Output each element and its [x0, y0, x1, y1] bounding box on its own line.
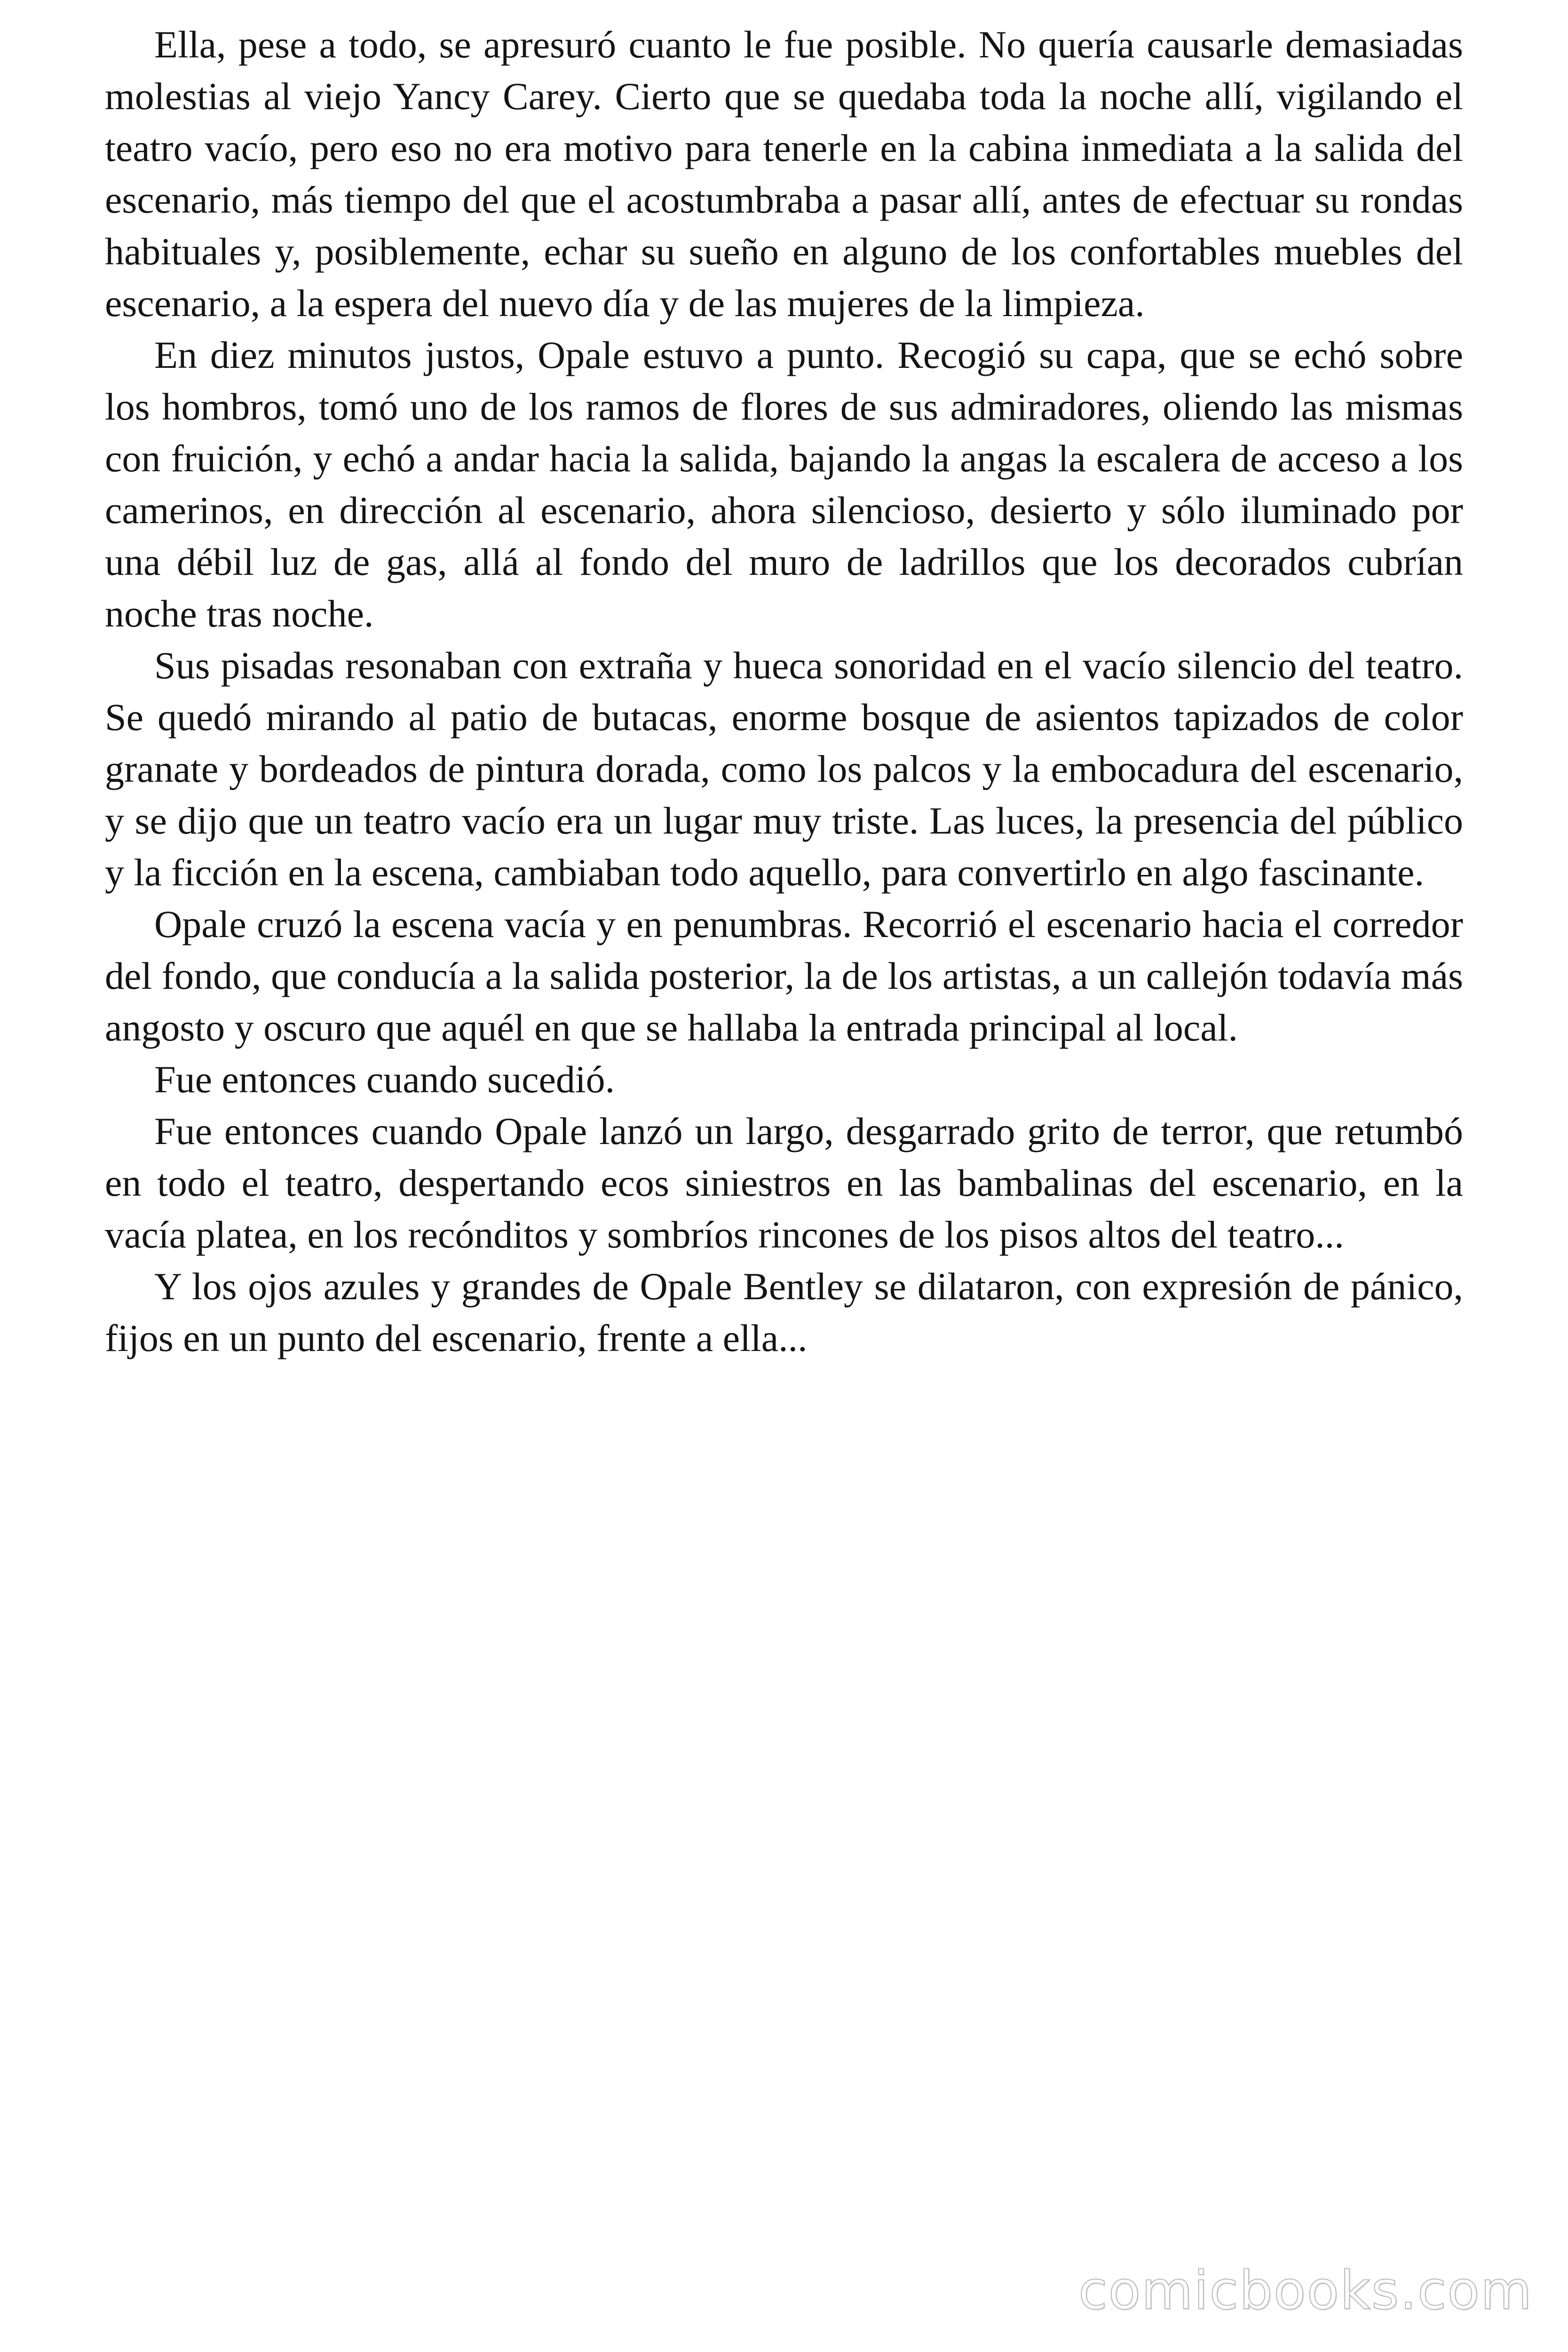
paragraph-2: En diez minutos justos, Opale estuvo a punto. Recogió su capa, que se echó sobre los hombros, tomó uno de los ramos de flores de sus admiradores, oliendo las mismas con fruición, y echó a andar hacia la salida, bajando la angas la escalera de acceso a los camerinos, en dirección al escenario, ahora silencioso, desierto y sólo iluminado por una débil luz de gas, allá al fondo del muro de ladrillos que los decorados cubrían noche tras noche.: [105, 334, 1463, 635]
paragraph-4: Opale cruzó la escena vacía y en penumbras. Recorrió el escenario hacia el corredor del fondo, que conducía a la salida posterior, la de los artistas, a un callejón todavía más angosto y oscuro que aquél en que se hallaba la entrada principal al local.: [105, 903, 1463, 1049]
paragraph-7: Y los ojos azules y grandes de Opale Bentley se dilataron, con expresión de pánico, fijos en un punto del escenario, frente a ella...: [105, 1265, 1463, 1359]
paragraph-5: Fue entonces cuando sucedió.: [154, 1058, 615, 1101]
paragraph-1: Ella, pese a todo, se apresuró cuanto le fue posible. No quería causarle demasiadas molestias al viejo Yancy Carey. Cierto que se quedaba toda la noche allí, vigilando el teatro vacío, pero eso no era motivo para tenerle en la cabina inmediata a la salida del escenario, más tiempo del que el acostumbraba a pasar allí, antes de efectuar su rondas habituales y, posiblemente, echar su sueño en alguno de los confortables muebles del escenario, a la espera del nuevo día y de las mujeres de la limpieza.: [105, 23, 1463, 325]
watermark: comicbooks.com: [1078, 2260, 1533, 2321]
page-text-body: [105, 19, 1463, 1364]
paragraph-6: Fue entonces cuando Opale lanzó un largo, desgarrado grito de terror, que retumbó en todo el teatro, despertando ecos siniestros en las bambalinas del escenario, en la vacía platea, en los recónditos y sombríos rincones de los pisos altos del teatro...: [105, 1110, 1463, 1256]
paragraph-3: Sus pisadas resonaban con extraña y hueca sonoridad en el vacío silencio del teatro. Se quedó mirando al patio de butacas, enorme bosque de asientos tapizados de color granate y bordeados de pintura dorada, como los palcos y la embocadura del escenario, y se dijo que un teatro vacío era un lugar muy triste. Las luces, la presencia del público y la ficción en la escena, cambiaban todo aquello, para convertirlo en algo fascinante.: [105, 644, 1463, 894]
